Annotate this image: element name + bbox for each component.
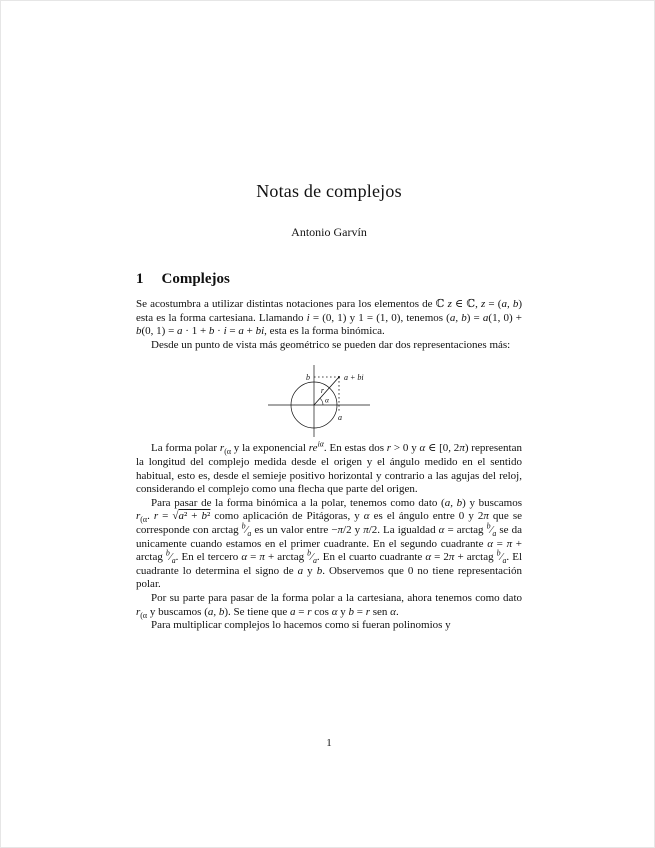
author-name: Antonio Garvín (291, 225, 367, 239)
paragraph-2: Desde un punto de vista más geométrico se pueden dar dos representaciones más: (151, 338, 511, 351)
complex-plane-diagram (244, 355, 414, 439)
section-title: Complejos (161, 271, 230, 287)
page-number: 1 (326, 737, 332, 749)
paragraph-6: Para multiplicar complejos lo hacemos como si fueran polinomios y (151, 619, 451, 632)
paragraph-5: Por su parte para pasar de la forma polar a la cartesiana, ahora tenemos como dato $r_{(\alpha}$ y buscamos (a, b). Se tiene que a = r cos α y b = r sen α. (136, 591, 522, 620)
label-r: r (320, 386, 324, 396)
document-title: Notas de complejos (256, 181, 402, 201)
label-b: b (306, 373, 310, 383)
paragraph-1: Se acostumbra a utilizar distintas notaciones para los elementos de ℂ z ∈ ℂ, z = (a, b) esta es la forma cartesiana. Llamando i = (0, 1) y 1 = (1, 0), tenemos (a, b) = a(1, 0) + b(0, 1) = a · 1 + b · i = a + bi, esta es la forma binómica. (136, 298, 523, 338)
complex-plane-figure (136, 355, 522, 439)
angle-arc (320, 399, 323, 406)
paragraph-4: Para pasar de la forma binómica a la polar, tenemos como dato (a, b) y buscamos $r_{(\alpha}$. r = √a² + b² como aplicación de Pitágoras, y α es el ángulo entre 0 y 2π que se corresponde con arctag $^b⁄_a$ es un valor entre −π/2 y π/2. La igualdad α = arctag $^b⁄_a$ se da unicamente cuando estamos en el primer cuadrante. En el segundo cuadrante α = π + arctag $^b⁄_a$. En el tercero α = π + arctag $^b⁄_a$. En el cuarto cuadrante α = 2π + arctag $^b⁄_a$. El cuadrante lo determina el signo de a y b. Observemos que 0 no tiene representación polar. (136, 496, 523, 591)
section-number: 1 (136, 271, 144, 287)
label-a: a (338, 413, 342, 423)
label-alpha: α (325, 395, 329, 405)
page-content (136, 1, 522, 633)
section-heading (136, 271, 522, 288)
paragraph-3: La forma polar $r_{(\alpha}$ y la exponencial $re^{i\alpha}$. En estas dos r > 0 y α ∈ [0, 2π) representan la longitud del complejo medida desde el origen y el ángulo medido en el sentido habitual, esto es, desde el semieje positivo horizontal y contrario a las agujas del reloj, considerando el complejo como una flecha que parte del origen. (136, 439, 522, 496)
complex-point-dot (338, 376, 340, 378)
label-a-plus-bi: a + bi (344, 373, 364, 383)
